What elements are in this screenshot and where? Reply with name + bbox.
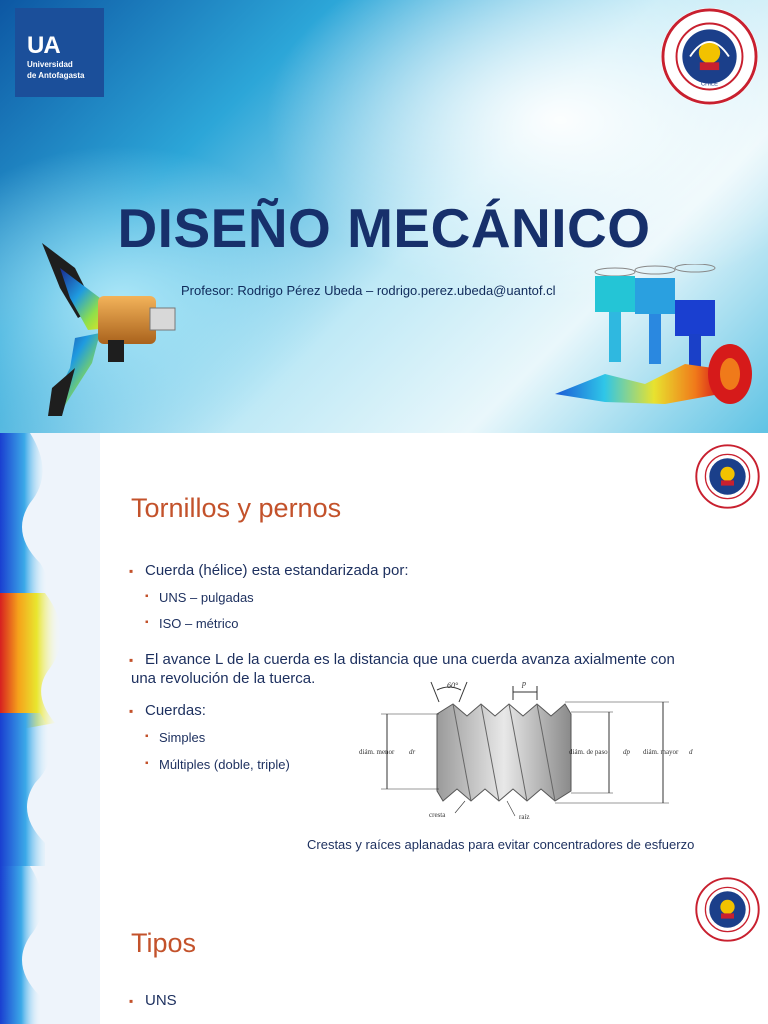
- diagram-caption: Crestas y raíces aplanadas para evitar concentradores de esfuerzo: [307, 837, 695, 852]
- svg-text:CHILE: CHILE: [700, 81, 719, 88]
- logo-line1: Universidad: [27, 60, 73, 69]
- faculty-seal: [661, 8, 758, 105]
- minor-diam-label: diám. menor: [359, 748, 395, 756]
- slide-title: Tipos: [131, 928, 197, 958]
- cutter-tool-image: [30, 238, 180, 423]
- gear-decoration: [0, 866, 100, 1024]
- slide-tipos: [0, 866, 768, 1024]
- sub-bullet-text: Múltiples (doble, triple): [159, 757, 290, 772]
- bullet-marker: ▪: [129, 704, 134, 718]
- angle-label: 60°: [447, 681, 459, 690]
- faculty-seal-small: [695, 877, 760, 942]
- logo-line2: de Antofagasta: [27, 71, 85, 80]
- thread-diagram: [357, 676, 707, 831]
- crest-label: cresta: [429, 811, 446, 819]
- major-diam-label: diám. mayor: [643, 748, 679, 756]
- logo-ua-text: UA: [27, 32, 60, 59]
- bullet-text: El avance L de la cuerda es la distancia que una cuerda avanza axialmente con: [145, 651, 675, 668]
- university-logo: [15, 8, 104, 97]
- bullet-marker: ▪: [145, 758, 149, 769]
- major-diam-symbol: d: [689, 748, 693, 756]
- sub-bullet-text: UNS – pulgadas: [159, 590, 254, 605]
- bullet-marker: ▪: [129, 994, 134, 1008]
- professor-line: Profesor: Rodrigo Pérez Ubeda – rodrigo.perez.ubeda@uantof.cl: [181, 283, 556, 298]
- sub-bullet-text: Simples: [159, 730, 206, 745]
- title-slide: [0, 0, 768, 433]
- pitch-diam-symbol: dp: [623, 748, 630, 756]
- root-label: raíz: [519, 813, 530, 821]
- slide-tornillos: [0, 433, 768, 866]
- pitch-diam-label: diám. de paso: [569, 748, 608, 756]
- bullet-text-continuation: una revolución de la tuerca.: [131, 670, 316, 687]
- gear-decoration: [0, 433, 100, 866]
- bullet-text: Cuerdas:: [145, 702, 206, 719]
- bullet-text: Cuerda (hélice) esta estandarizada por:: [145, 562, 409, 579]
- bullet-marker: ▪: [145, 591, 149, 602]
- faculty-seal-small: [695, 444, 760, 509]
- bullet-marker: ▪: [129, 653, 134, 667]
- bullet-marker: ▪: [145, 617, 149, 628]
- minor-diam-symbol: dr: [409, 748, 416, 756]
- bullet-marker: ▪: [129, 564, 134, 578]
- bullet-marker: ▪: [145, 731, 149, 742]
- bullet-text: UNS: [145, 992, 177, 1009]
- pitch-label: p: [522, 679, 526, 688]
- engine-image: [545, 264, 755, 414]
- presentation-title: DISEÑO MECÁNICO: [117, 197, 651, 259]
- slide-title: Tornillos y pernos: [131, 493, 342, 523]
- sub-bullet-text: ISO – métrico: [159, 616, 239, 631]
